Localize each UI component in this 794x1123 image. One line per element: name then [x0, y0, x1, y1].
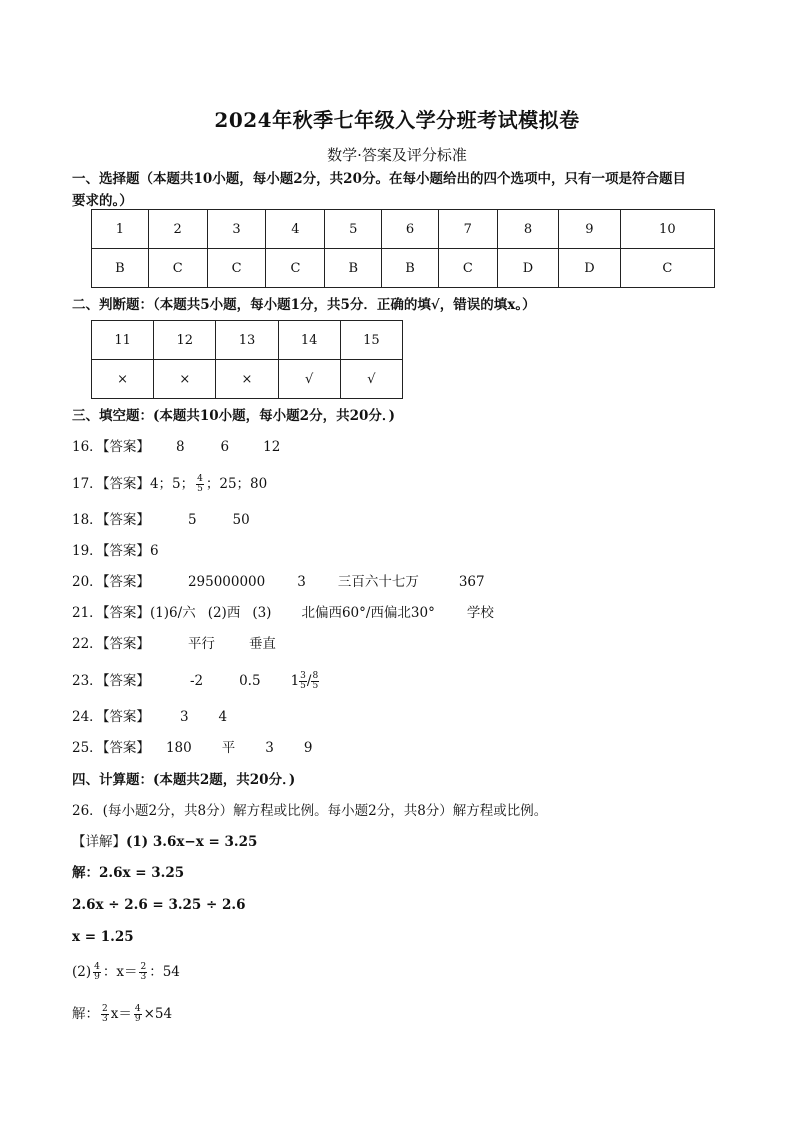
table-cell: ×	[154, 360, 216, 399]
table-cell: 10	[620, 210, 714, 249]
answer-value: 3	[265, 740, 274, 756]
fraction	[101, 1005, 109, 1024]
fraction-numerator: 2	[102, 1004, 108, 1014]
fraction	[139, 963, 147, 982]
table-cell: C	[266, 249, 325, 288]
solution-step-1: 2.6x ÷ 2.6 = 3.25 ÷ 2.6	[72, 897, 246, 913]
answer-value: ；25；80	[205, 476, 268, 492]
table-cell: 13	[216, 321, 278, 360]
equation-part: ：x＝	[102, 964, 138, 980]
answer-value: 平行	[187, 636, 215, 652]
answer-value: 8	[175, 439, 185, 455]
detail-eq1	[72, 832, 257, 852]
fraction-numerator: 8	[312, 671, 319, 681]
answer-value: (2)西	[207, 605, 241, 621]
answer-label: 【答案】	[102, 512, 150, 528]
table-cell: 2	[148, 210, 207, 249]
answer-value: 3	[179, 709, 189, 725]
answer-label: 【答案】	[102, 605, 150, 621]
fraction-numerator: 2	[140, 962, 147, 972]
fraction-denominator: 3	[102, 1014, 108, 1024]
section3-heading: 三、填空题：(本题共10小题，每小题2分，共20分．)	[72, 408, 395, 424]
answer-value: 5	[187, 512, 197, 528]
detail-label: 【详解】	[72, 834, 126, 850]
question-number: 16．	[72, 439, 103, 455]
table-cell: 6	[382, 210, 439, 249]
section2-heading: 二、判断题：（本题共5小题，每小题1分，共5分．正确的填√，错误的填x。）	[72, 297, 536, 313]
table-cell: ×	[92, 360, 154, 399]
answer-line-23	[72, 671, 319, 691]
table-cell: √	[278, 360, 340, 399]
mixed-number-whole: 1	[290, 673, 300, 689]
answer-value: -2	[189, 673, 204, 689]
section4-heading: 四、计算题：(本题共2题，共20分．)	[72, 772, 296, 788]
table-cell: B	[92, 249, 149, 288]
answer-label: 【答案】	[102, 740, 150, 756]
answer-line-18	[72, 510, 250, 530]
table-cell: C	[148, 249, 207, 288]
question-26-text: 26．(每小题2分，共8分）解方程或比例。每小题2分，共8分）解方程或比例。	[72, 803, 548, 819]
table-cell: B	[325, 249, 382, 288]
question-number: 21．	[72, 605, 103, 621]
solution-2	[72, 1004, 172, 1024]
solution-label: 解：	[72, 1006, 99, 1022]
table-cell: D	[559, 249, 620, 288]
fraction-denominator: 9	[134, 1014, 141, 1024]
answer-value: 6	[220, 439, 230, 455]
answer-value: 12	[263, 439, 281, 455]
answer-label: 【答案】	[102, 709, 150, 725]
section1-heading	[72, 168, 732, 212]
answer-value: 北偏西60°/西偏北30°	[301, 605, 435, 621]
section1-heading-line1: 一、选择题（本题共10小题，每小题2分，共20分。在每小题给出的四个选项中，只有一项是符合题目	[72, 171, 686, 187]
table-row	[92, 249, 715, 288]
answer-label: 【答案】	[102, 673, 150, 689]
solution-line-1: 解：2.6x = 3.25	[72, 865, 185, 881]
answer-label: 【答案】	[102, 439, 150, 455]
equation-2	[72, 962, 180, 982]
answer-line-20	[72, 572, 485, 592]
equation-number: (2)	[72, 964, 92, 980]
solution-result-1: x = 1.25	[72, 929, 134, 945]
answer-value: 295000000	[187, 574, 266, 590]
answer-line-17	[72, 474, 267, 494]
answer-value: 50	[232, 512, 250, 528]
question-number: 18．	[72, 512, 103, 528]
table-cell: 7	[438, 210, 497, 249]
fraction	[299, 672, 307, 691]
answer-value: 垂直	[248, 636, 276, 652]
fraction-denominator: 3	[140, 972, 147, 982]
equation-part: x＝	[110, 1006, 132, 1022]
table-cell: √	[340, 360, 402, 399]
separator: /	[306, 673, 312, 689]
question-number: 25．	[72, 740, 103, 756]
fraction-numerator: 3	[300, 671, 306, 681]
answer-label: 【答案】	[102, 636, 150, 652]
fraction	[311, 672, 319, 691]
answer-value: 180	[165, 740, 192, 756]
fraction-denominator: 5	[197, 484, 203, 494]
answer-line-16	[72, 437, 280, 457]
fraction-denominator: 5	[312, 681, 319, 691]
table-cell: B	[382, 249, 439, 288]
page-title: 2024年秋季七年级入学分班考试模拟卷	[214, 108, 580, 132]
question-number: 24．	[72, 709, 103, 725]
answer-label: 【答案】	[102, 574, 150, 590]
table-cell: ×	[216, 360, 278, 399]
equation: (1) 3.6x−x = 3.25	[126, 834, 258, 850]
answer-value: 6	[149, 543, 159, 559]
fraction	[134, 1005, 142, 1024]
table-cell: 11	[92, 321, 154, 360]
equation-part: ：54	[149, 964, 180, 980]
choice-answer-table	[91, 209, 715, 288]
fraction-denominator: 9	[94, 972, 100, 982]
table-cell: 4	[266, 210, 325, 249]
table-row	[92, 360, 403, 399]
answer-label: 【答案】	[102, 476, 150, 492]
table-cell: 15	[340, 321, 402, 360]
fraction-denominator: 5	[300, 681, 306, 691]
table-cell: 3	[207, 210, 266, 249]
answer-value: 367	[458, 574, 485, 590]
answer-line-21	[72, 603, 494, 623]
table-cell: C	[620, 249, 714, 288]
table-cell: 8	[497, 210, 558, 249]
table-cell: 1	[92, 210, 149, 249]
question-number: 19．	[72, 543, 103, 559]
table-cell: D	[497, 249, 558, 288]
answer-line-22	[72, 634, 276, 654]
answer-label: 【答案】	[102, 543, 150, 559]
table-cell: 12	[154, 321, 216, 360]
section1-heading-line2: 要求的。）	[72, 193, 133, 209]
table-cell: 5	[325, 210, 382, 249]
answer-value: 学校	[466, 605, 494, 621]
answer-value: (3)	[252, 605, 272, 621]
question-number: 23．	[72, 673, 103, 689]
answer-value: 4	[218, 709, 228, 725]
page-subtitle: 数学·答案及评分标准	[327, 146, 467, 164]
table-row	[92, 321, 403, 360]
answer-value: 4；5；	[149, 476, 195, 492]
question-number: 22．	[72, 636, 103, 652]
table-cell: 9	[559, 210, 620, 249]
answer-value: 0.5	[239, 673, 261, 689]
table-cell: 14	[278, 321, 340, 360]
question-number: 17．	[72, 476, 103, 492]
fraction	[196, 475, 204, 494]
fraction-numerator: 4	[134, 1004, 141, 1014]
fraction-numerator: 4	[94, 962, 100, 972]
table-row	[92, 210, 715, 249]
table-cell: C	[207, 249, 266, 288]
answer-value: 9	[303, 740, 313, 756]
answer-value: 平	[221, 740, 236, 756]
answer-line-24	[72, 707, 227, 727]
answer-value: 三百六十七万	[337, 574, 419, 590]
fraction	[93, 963, 101, 982]
answer-line-19	[72, 541, 159, 561]
answer-value: 3	[297, 574, 306, 590]
answer-line-25	[72, 738, 312, 758]
judgement-answer-table	[91, 320, 403, 399]
question-number: 20．	[72, 574, 103, 590]
fraction-numerator: 4	[197, 474, 203, 484]
answer-value: (1)6/六	[149, 605, 196, 621]
equation-part: ×54	[143, 1006, 173, 1022]
table-cell: C	[438, 249, 497, 288]
